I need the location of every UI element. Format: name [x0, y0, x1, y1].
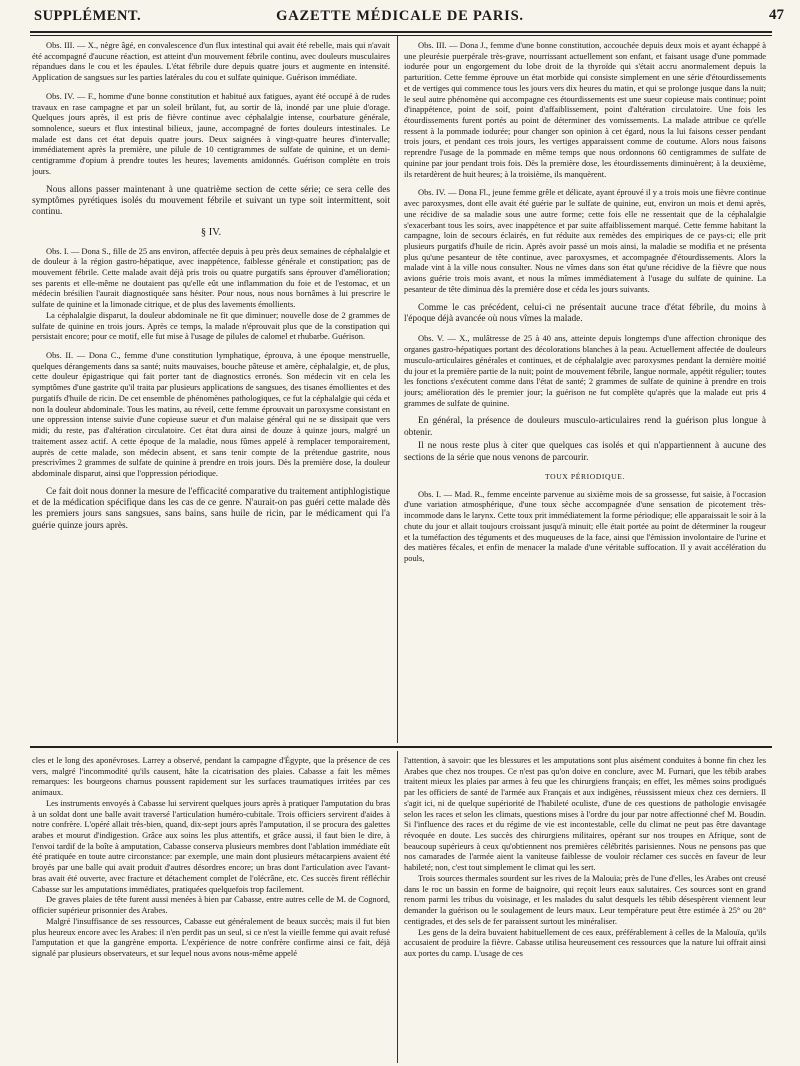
paragraph: La céphalalgie disparut, la douleur abdominale ne fit que diminuer; nouvelle dose de 2 grammes de sulfate de quinine en trois jours. Après ce temps, la malade n'éprouvait plus que de la constipation qui persistait encore; pour ce motif, elle fut mise à l'usage de pilules de calomel et rhubarbe. Guérison.: [32, 309, 390, 342]
paragraph: Les instruments envoyés à Cabasse lui servirent quelques jours après à pratiquer l'amputation du bras à un soldat dont une balle avait traversé l'articulation huméro-cubitale. Trois officiers servirent d'aides à notre confrère. L'opéré allait très-bien, quand, dix-sept jours après l'amputation, il se procura des galettes arabes et mourut d'indigestion. Grâce aux soins les plus attentifs, et grâce aussi, il faut bien le dire, à l'envoi tardif de la boîte à amputation, Cabasse conserva plusieurs membres dont l'ablation immédiate eût été pratiquée en toute autre circonstance: par exemple, une main dont plusieurs métacarpiens avaient été broyés par une balle qui avait produit d'autres désordres encore; un bras dont l'articulation avec l'avant-bras avait été ouverte, avec fracture et détachement complet de l'olécrâne, etc. Ces succès firent réfléchir Cabasse sur les amputations immédiates, pratiquées quelquefois trop facilement.: [32, 797, 390, 894]
journal-title: GAZETTE MÉDICALE DE PARIS.: [276, 8, 524, 24]
page-header: [10, 4, 790, 30]
supplement-label: SUPPLÉMENT.: [34, 8, 142, 24]
paragraph: Obs. III. — X., nègre âgé, en convalescence d'un flux intestinal qui avait été rebelle, mais qui n'avait été accompagné d'aucune réaction, est atteint d'un mouvement fébrile continu, avec douleurs musculaires répandues dans le cou et les épaules. L'état fébrile dure depuis quatre jours et augmente en intensité. Application de sangsues sur les parties latérales du cou et sulfate quinique. Guérison immédiate.: [32, 40, 390, 83]
section-divider: [30, 746, 772, 748]
column-divider-top: [397, 36, 398, 743]
column-bottom-right: [404, 755, 766, 1061]
paragraph: Malgré l'insuffisance de ses ressources, Cabasse eut généralement de beaux succès; mais il fut bien plus heureux encore avec les Arabes: il n'en perdit pas un seul, si ce n'est la vieille femme qui avait refusé l'amputation et que la gangrène emporta. L'expérience de notre confrère confirme ainsi ce fait, déjà signalé par plusieurs observateurs, et sur lequel nous avons nous-même appelé: [32, 915, 390, 958]
paragraph: En général, la présence de douleurs musculo-articulaires rend la guérison plus longue à obtenir.: [404, 416, 766, 438]
paragraph: Comme le cas précédent, celui-ci ne présentait aucune trace d'état fébrile, du moins à l'époque déjà avancée où nous vîmes la malade.: [404, 302, 766, 324]
paragraph: Les gens de la deïra buvaient habituellement de ces eaux, préférablement à celles de la Malouïa, qu'ils accusaient de produire la fièvre. Cabasse utilisa heureusement ces ressources que la nature lui offrait ainsi aux portes du camp. L'usage de ces: [404, 926, 766, 958]
paragraph: De graves plaies de tête furent aussi menées à bien par Cabasse, entre autres celle de M. de Cognord, officier supérieur prisonnier des Arabes.: [32, 894, 390, 916]
paragraph: Obs. IV. — F., homme d'une bonne constitution et habitué aux fatigues, ayant été occupé à de rudes travaux en rase campagne et par un soleil brûlant, fut, au sortir de là, inondé par une pluie d'orage. Quelques jours après, il est pris de fièvre continue avec céphalalgie intense, courbature générale, somnolence, sueurs et flux intestinal bilieux, jaune, accompagné de fortes douleurs intestinales. Le malade est dans cet état depuis quatre jours. Deux saignées à vingt-quatre heures d'intervalle; immédiatement après la première, une pilule de 10 centigrammes de sulfate de quinine, et un demi-centigramme d'opium à prendre toutes les heures; lavements amidonnés. Guérison complète en trois jours.: [32, 90, 390, 176]
page-number: 47: [769, 7, 784, 23]
paragraph: cles et le long des aponévroses. Larrey a observé, pendant la campagne d'Égypte, que la présence de ces vers, malgré l'incommodité qu'ils causent, hâte la cicatrisation des plaies. Cabasse a fait les mêmes remarques: les bourgeons charnus poussent rapidement sur les surfaces traumatiques irritées par ces animaux.: [32, 755, 390, 798]
paragraph: Trois sources thermales sourdent sur les rives de la Malouïa; près de l'une d'elles, les Arabes ont creusé dans le roc un bassin en forme de baignoire, qui reçoit leurs eaux salutaires. Ces sources sont en grand renom parmi les tribus du voisinage, et les malades du salut desquels les tébib désespèrent viennent leur demander la guérison ou le soulagement de leurs maux. Leur température peut être estimée à 25° ou 28° centigrades, et des sels de fer paraissent surtout les minéraliser.: [404, 872, 766, 926]
column-top-left: [32, 40, 390, 740]
header-rule: [30, 31, 772, 36]
column-divider-bottom: [397, 751, 398, 1063]
paragraph: Obs. V. — X., mulâtresse de 25 à 40 ans, atteinte depuis longtemps d'une affection chronique des organes gastro-hépatiques portant des décolorations blanches à la peau. Actuellement affectée de douleurs musculo-articulaires générales et continues, et de céphalalgie avec paroxysmes pendant la dernière moitié du jour et la première partie de la nuit; point de mouvement fébrile, langue normale, appétit régulier; toutes les fonctions s'exécutent comme dans l'état de santé; 2 grammes de sulfate de quinine à prendre en trois jours; amélioration dès le premier jour; la guérison ne fut complète qu'après que la malade eut pris 4 grammes de sulfate de quinine.: [404, 333, 766, 408]
paragraph: Obs. I. — Dona S., fille de 25 ans environ, affectée depuis à peu près deux semaines de céphalalgie et de douleur à la région gastro-hépatique, avec inappétence, faiblesse générale et constipation; pas de mouvement fébrile. Cette malade avait déjà pris trois ou quatre purgatifs sans éprouver d'amélioration; ses parents et elle-même ne doutaient pas qu'elle eût une inflammation du foie et de l'estomac, et un médecin brésilien l'aurait diagnostiquée sans hésiter. Pour nous, nous nous bornâmes à lui prescrire le sulfate de quinine et la limonade citrique, et de plus des lavements émollients.: [32, 245, 390, 310]
paragraph: l'attention, à savoir: que les blessures et les amputations sont plus aisément conduites à bonne fin chez les Arabes que chez nos troupes. Ce n'est pas qu'on doive en conclure, avec M. Furnari, que les tébib arabes traitent mieux les plaies par armes à feu que les chirurgiens français; en effet, les mêmes soins prodigués par les officiers de santé de l'armée aux Français et aux indigènes, réussissent mieux chez ces derniers. Il s'agit ici, ni de quelque supériorité de l'habileté oculiste, d'une de ces questions de pathologie envisagée selon les races et selon les climats, questions mises à l'ordre du jour par notre affectionné chef M. Boudin. Si l'influence des races et du régime de vie est incontestable, celle du climat ne peut pas être davantage révoquée en doute. Les succès des chirurgiens militaires, opérant sur nos troupes en Afrique, sont de beaucoup supérieurs à ceux qu'obtiennent nos premières célébrités parisiennes. Nous ne pensons pas que nos camarades de l'armée aient la vaniteuse faiblesse de vouloir réclamer ces succès en faveur de leur habileté; non, c'est tout simplement le climat qui les sert.: [404, 755, 766, 873]
paragraph: Obs. II. — Dona C., femme d'une constitution lymphatique, éprouva, à une époque menstruelle, quelques dérangements dans sa santé; nuits mauvaises, bouche pâteuse et amère, céphalalgie, et, de plus, cette douleur épigastrique qui fait porter tant de diagnostics erronés. Son médecin vit en cela les symptômes d'une gastrite qu'il traita par plusieurs applications de sangsues, des tisanes émollientes et des purgatifs d'huile de ricin. De cet ensemble de phénomènes pathologiques, ce fut la céphalalgie qui céda et non la douleur abdominale. Tous les matins, au réveil, cette femme éprouvait un paroxysme consistant en une oppression intense suivie d'une copieuse sueur et d'un malaise général qui ne se dissipait que vers midi; du reste, pas d'altération circulatoire. Cet état dura ainsi de douze à quinze jours, malgré un traitement assez actif. A cette époque de la maladie, nous fûmes appelé à remplacer temporairement, auprès de cette malade, son médecin absent, et sans tenir compte de la prétendue gastrite, nous prescrivîmes 2 grammes de sulfate de quinine à prendre en trois jours. Dès la première dose, la douleur abdominale disparut, ainsi que l'oppression périodique.: [32, 350, 390, 478]
section-heading: § IV.: [200, 226, 222, 238]
column-top-right: [404, 40, 766, 740]
paragraph: Il ne nous reste plus à citer que quelques cas isolés et qui n'appartiennent à aucune des sections de la série que nous venons de parcourir.: [404, 441, 766, 463]
paragraph: Ce fait doit nous donner la mesure de l'efficacité comparative du traitement antiphlogistique et de la médication spécifique dans les cas de ce genre. N'aurait-on pas guéri cette malade dès les premiers jours sans sangsues, sans bains, sans huile de ricin, par le médicament qui l'a guérie quinze jours après.: [32, 486, 390, 531]
subsection-heading: TOUX PÉRIODIQUE.: [545, 472, 625, 481]
paragraph: Obs. III. — Dona J., femme d'une bonne constitution, accouchée depuis deux mois et ayant échappé à une pleurésie puerpérale très-grave, nourrissant actuellement son enfant, et faisant usage d'une pommade iodurée pour un engorgement du lobe droit de la thyroïde qui s'était accru anormalement depuis la parturition. Cette femme éprouve un état morbide qui consiste simplement en une série d'étourdissements et de vertiges qui commence tous les jours vers dix heures du matin, et qui se prolonge jusque dans la nuit; le seul autre phénomène qui accompagne ces étourdissements est une sueur copieuse mais continue; point d'inappétence, point de soif, point d'affaiblissement, point d'altération circulatoire. Une fois les étourdissements furent portés au point de déterminer des vomissements. La malade attribue ce qu'elle ressent à la pommade iodurée; pour changer son opinion à cet égard, nous la lui faisons cesser pendant trois jours, et pendant ces trois jours, les vertiges apparaissent comme de coutume. Alors nous faisons reprendre l'usage de la pommade en même temps que nous ordonnons 60 centigrammes de sulfate de quinine par jour pendant trois fois. Dès la première dose, les étourdissements diminuèrent; à la deuxième, ils retardèrent de huit heures; à la troisième, ils manquèrent.: [404, 40, 766, 179]
column-bottom-left: [32, 755, 390, 1061]
paragraph: Obs. IV. — Dona Fl., jeune femme grêle et délicate, ayant éprouvé il y a trois mois une fièvre continue avec paroxysmes, dont elle avait été guérie par le sulfate de quinine, eut, environ un mois et demi après, une récidive de sa maladie sous une autre forme; cette fois elle ne ressentait que de la céphalalgie s'exacerbant tous les soirs, avec inappétence et par suite affaiblissement marqué. Cette femme habitant la campagne, loin de secours éclairés, en fut réduite aux remèdes des empiriques de ce pays-ci; elle prit plusieurs purgatifs d'huile de ricin. Après avoir passé un mois ainsi, la maladie se modifia et ne présenta plus qu'une pesanteur de tête continue, avec paroxysmes, et accompagnée d'étourdissements. Alors la malade vint à la ville nous consulter. Nous ne vîmes dans son état qu'une récidive de la fièvre que nous avions guérie trois mois avant, et nous la mîmes immédiatement à l'usage du sulfate de quinine. La pesanteur de tête diminua dès la première dose et céda les jours suivants.: [404, 187, 766, 294]
paragraph: Nous allons passer maintenant à une quatrième section de cette série; ce sera celle des symptômes pyrétiques isolés du mouvement fébrile et suivant un type soit intermittent, soit continu.: [32, 184, 390, 218]
paragraph: Obs. I. — Mad. R., femme enceinte parvenue au sixième mois de sa grossesse, fut saisie, à l'occasion d'une variation atmosphérique, d'une toux sèche accompagnée d'une sensation de picotement très-incommode dans le larynx. Cette toux prit immédiatement la forme périodique; elle apparaissait le soir à la chute du jour et allait toujours croissant jusqu'à minuit; elle était portée au point de déterminer la rougeur et la tuméfaction des téguments et des muqueuses de la face, ainsi que l'émission involontaire de l'urine et des matières fécales, et enfin de menacer la malade d'une véritable suffocation. Il y avait accélération du pouls,: [404, 488, 766, 564]
